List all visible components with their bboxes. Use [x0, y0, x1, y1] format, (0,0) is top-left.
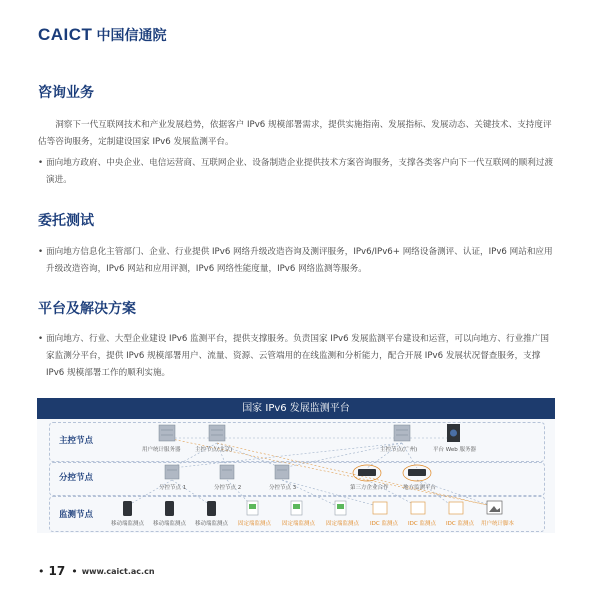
web-server-icon	[447, 424, 460, 442]
node-label: 分控节点 1	[159, 485, 187, 491]
idc-monitor-icon	[411, 502, 425, 514]
consulting-bullet	[38, 155, 554, 189]
logo	[38, 25, 166, 45]
node-label: IDC 监测点	[370, 521, 398, 527]
section-title-testing: 委托测试	[38, 213, 94, 229]
server-icon	[220, 465, 234, 479]
router-icon	[403, 465, 431, 481]
server-icon	[275, 465, 289, 479]
node-label: 用户统计服务器	[142, 447, 181, 453]
node-label: 主控节点(广州)	[380, 447, 418, 453]
row-label-monitor: 监测节点	[59, 510, 94, 520]
consulting-paragraph: 洞察下一代互联网技术和产业发展趋势，依据客户 IPv6 规模部署需求，提供实施指南、发展指标、发展动态、关键技术、支持度评估等咨询服务，定制建设国家 IPv6 发展监测平台。	[38, 120, 552, 147]
diagram-graphics	[37, 398, 555, 533]
node-label: IDC 监测点	[408, 521, 436, 527]
footer-bullet: •	[38, 564, 45, 578]
server-icon	[159, 425, 175, 441]
website-url: www.caict.ac.cn	[81, 566, 155, 576]
idc-monitor-icon	[449, 502, 463, 514]
node-label: 固定端监测点	[282, 521, 316, 527]
document-icon	[291, 501, 302, 515]
node-label: 地方监测平台	[403, 485, 437, 491]
footer-bullet: •	[71, 564, 78, 578]
node-label: 移动端监测点	[111, 521, 145, 527]
logo-text-en: CAICT	[38, 25, 93, 44]
node-label: 主控节点(北京)	[195, 447, 233, 453]
platform-bullet-text: 面向地方、行业、大型企业建设 IPv6 监测平台，提供支撑服务。负责国家 IPv6 发展监测平台建设和运营，可以向地方、行业推广国家监测分平台，提供 IPv6 规模部署用户、流量、资源、云管端用的在线监测和分析能力，配合开展 IPv6 发展状况督查服务，支撑 IPv6 规模部署工作的顺利实施。	[46, 334, 549, 378]
page-footer	[38, 564, 155, 578]
bullet-dot: •	[38, 247, 44, 257]
bullet-dot: •	[38, 158, 44, 168]
node-label: IDC 监测点	[446, 521, 474, 527]
idc-monitor-icon	[373, 502, 387, 514]
node-label: 分控节点 3	[269, 485, 297, 491]
node-label: 固定端监测点	[326, 521, 360, 527]
document-icon	[335, 501, 346, 515]
ipv6-platform-diagram	[37, 398, 555, 533]
server-icon	[394, 425, 410, 441]
mobile-phone-icon	[165, 501, 174, 516]
router-icon	[353, 465, 381, 481]
diagram-title: 国家 IPv6 发展监测平台	[37, 398, 555, 419]
bullet-dot: •	[38, 334, 44, 344]
platform-bullet	[38, 331, 554, 382]
page-number: 17	[48, 564, 66, 578]
server-icon	[165, 465, 179, 479]
testing-bullet-text: 面向地方信息化主管部门、企业、行业提供 IPv6 网络升级改造咨询及测评服务，IPv6/IPv6+ 网络设备测评、认证，IPv6 网站和应用升级改造咨询，IPv6 网站和应用评测，IPv6 网络性能度量，IPv6 网络监测等服务。	[46, 247, 553, 274]
image-icon	[487, 501, 502, 514]
row-label-sub: 分控节点	[59, 473, 94, 483]
node-label: 平台 Web 服务器	[433, 447, 476, 453]
node-label: 用户统计脚本	[481, 521, 515, 527]
node-label: 第三方企业合作	[350, 485, 389, 491]
logo-text-cn: 中国信通院	[96, 28, 167, 44]
node-label: 分控节点 2	[214, 485, 242, 491]
testing-bullet	[38, 244, 554, 278]
node-label: 移动端监测点	[153, 521, 187, 527]
mobile-phone-icon	[123, 501, 132, 516]
consulting-bullet-text: 面向地方政府、中央企业、电信运营商、互联网企业、设备制造企业提供技术方案咨询服务，支撑各类客户向下一代互联网的顺利过渡演进。	[46, 158, 554, 185]
document-icon	[247, 501, 258, 515]
row-label-main: 主控节点	[59, 436, 94, 446]
mobile-phone-icon	[207, 501, 216, 516]
section-title-consulting: 咨询业务	[38, 85, 94, 101]
node-label: 移动端监测点	[195, 521, 229, 527]
node-label: 固定端监测点	[238, 521, 272, 527]
section-title-platform: 平台及解决方案	[38, 301, 136, 317]
server-icon	[209, 425, 225, 441]
